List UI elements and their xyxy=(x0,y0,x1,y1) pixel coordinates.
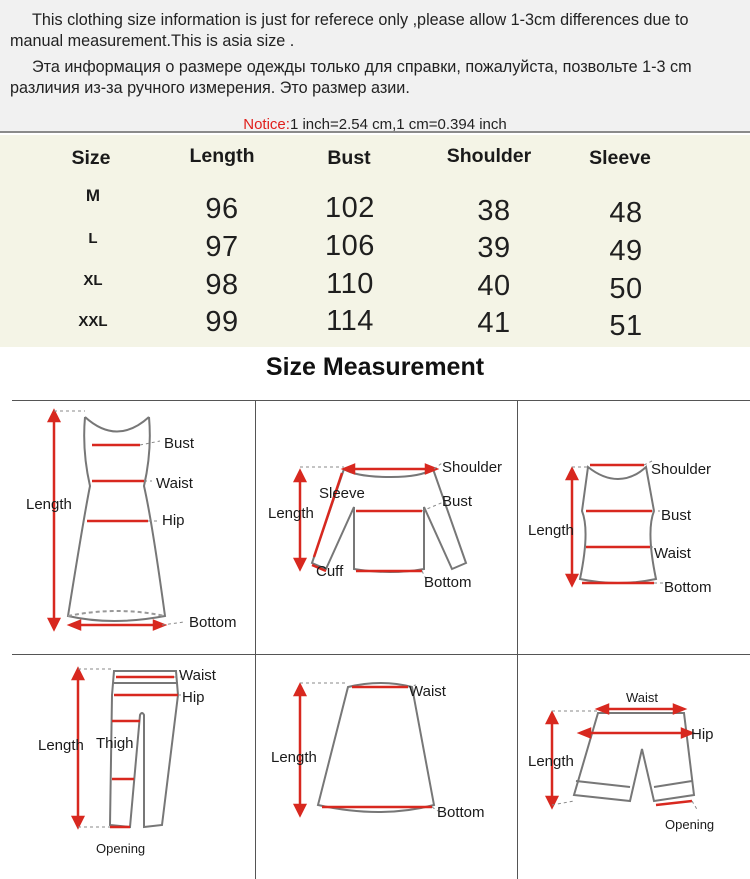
shirt-cuff-label: Cuff xyxy=(316,563,344,580)
notice-panel xyxy=(0,0,750,133)
dress-diagram xyxy=(12,401,255,654)
pants-waist-label: Waist xyxy=(179,667,216,684)
bust-xxl: 114 xyxy=(326,305,374,337)
pants-hip-label: Hip xyxy=(182,689,205,706)
bust-l: 106 xyxy=(325,230,375,262)
shorts-opening-label: Opening xyxy=(665,817,715,832)
shirt-length-label: Length xyxy=(268,505,314,522)
tank-length-label: Length xyxy=(528,522,574,539)
skirt-bottom-label: Bottom xyxy=(437,804,485,821)
pants-length-label: Length xyxy=(38,737,84,754)
unit-conversion-note xyxy=(0,116,750,133)
header-bust: Bust xyxy=(327,147,371,169)
length-m: 96 xyxy=(205,193,239,225)
size-m: M xyxy=(85,186,101,205)
size-l: L xyxy=(88,230,98,247)
shoulder-xxl: 41 xyxy=(477,307,511,339)
size-table xyxy=(0,135,750,347)
pants-thigh-label: Thigh xyxy=(96,735,134,752)
english-notice: This clothing size information is just for referece only ,please allow 1-3cm differences due to manual measurement.This is asia size . xyxy=(10,11,689,50)
size-measurement-panel xyxy=(0,347,750,879)
shoulder-l: 39 xyxy=(477,232,511,264)
shoulder-m: 38 xyxy=(477,195,511,227)
shoulder-xl: 40 xyxy=(477,270,511,302)
header-size: Size xyxy=(71,147,111,169)
size-xl: XL xyxy=(83,272,103,289)
skirt-diagram xyxy=(256,655,517,879)
bust-m: 102 xyxy=(325,192,375,224)
dress-length-label: Length xyxy=(26,496,72,513)
shorts-diagram xyxy=(518,655,750,879)
skirt-illustration xyxy=(256,655,517,879)
sleeve-xl: 50 xyxy=(609,273,643,305)
skirt-waist-label: Waist xyxy=(409,683,446,700)
tank-waist-label: Waist xyxy=(654,545,691,562)
dress-bust-label: Bust xyxy=(164,435,195,452)
length-xxl: 99 xyxy=(205,306,239,338)
pants-opening-label: Opening xyxy=(96,841,146,856)
conversion-text: 1 inch=2.54 cm,1 cm=0.394 inch xyxy=(289,116,507,133)
shorts-hip-label: Hip xyxy=(691,726,714,743)
tank-diagram xyxy=(518,401,750,654)
dress-bottom-label: Bottom xyxy=(189,614,237,631)
shorts-length-label: Length xyxy=(528,753,574,770)
shorts-waist-label: Waist xyxy=(626,690,659,705)
header-sleeve: Sleeve xyxy=(589,147,651,169)
tank-shoulder-label: Shoulder xyxy=(651,461,712,478)
tank-bust-label: Bust xyxy=(661,507,692,524)
sleeve-m: 48 xyxy=(609,197,643,229)
length-xl: 98 xyxy=(205,269,239,301)
size-xxl: XXL xyxy=(78,313,108,330)
shirt-bust-label: Bust xyxy=(442,493,473,510)
length-l: 97 xyxy=(205,231,239,263)
header-length: Length xyxy=(189,145,255,167)
conversion-label: Notice: xyxy=(243,116,290,133)
header-shoulder: Shoulder xyxy=(446,145,532,167)
shirt-illustration xyxy=(256,401,517,654)
shirt-shoulder-label: Shoulder xyxy=(442,459,503,476)
shirt-diagram xyxy=(256,401,517,654)
dress-hip-label: Hip xyxy=(162,512,185,529)
shirt-sleeve-label: Sleeve xyxy=(319,485,365,502)
sleeve-l: 49 xyxy=(609,235,643,267)
bust-xl: 110 xyxy=(326,268,374,300)
skirt-length-label: Length xyxy=(271,749,317,766)
dress-waist-label: Waist xyxy=(156,475,193,492)
size-measurement-title: Size Measurement xyxy=(265,353,485,381)
pants-diagram xyxy=(12,655,255,879)
tank-bottom-label: Bottom xyxy=(664,579,712,596)
shirt-bottom-label: Bottom xyxy=(424,574,472,591)
sleeve-xxl: 51 xyxy=(609,310,643,342)
russian-notice: Эта информация о размере одежды только для справки, пожалуйста, позвольте 1-3 cm различия из-за ручного измерения. Это размер азии. xyxy=(10,58,692,97)
